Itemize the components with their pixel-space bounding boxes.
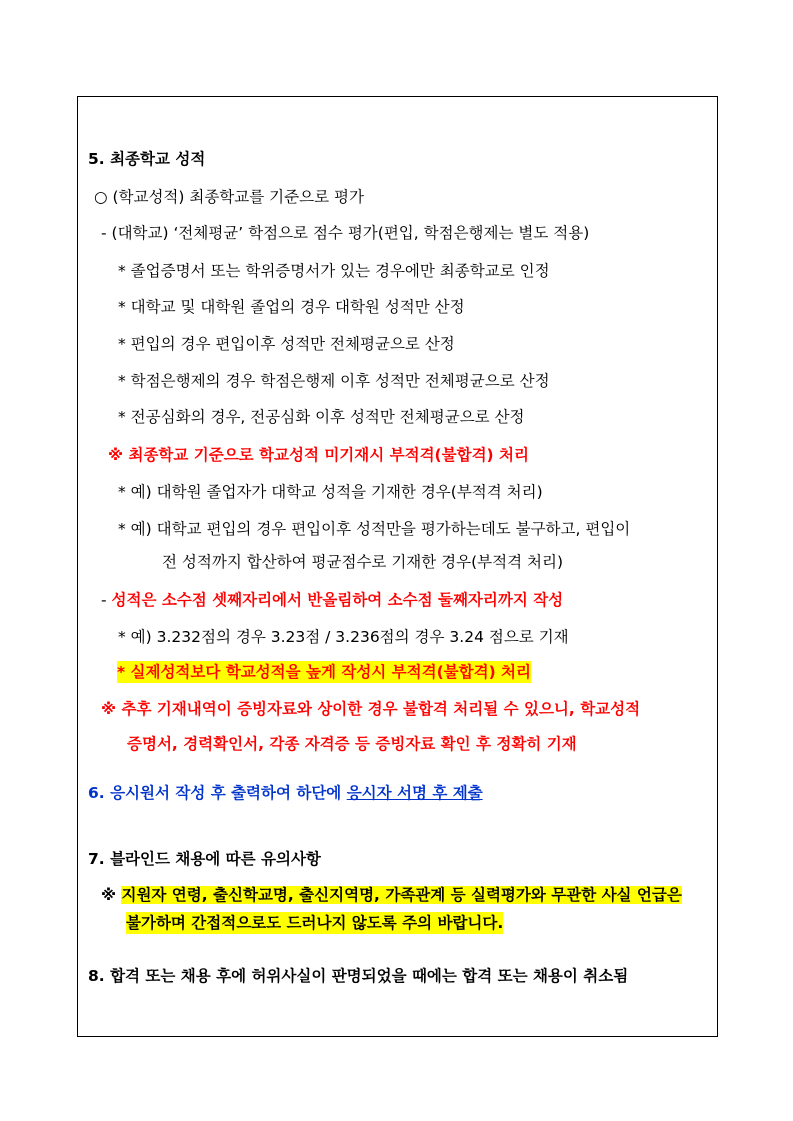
rounding-rule-text: 성적은 소수점 셋째자리에서 반올림하여 소수점 둘째자리까지 작성: [111, 591, 564, 609]
section5-verification-warning-line1: ※ 추후 기재내역이 증빙자료와 상이한 경우 불합격 처리될 수 있으니, 학교성적: [101, 700, 641, 718]
section5-note: * 편입의 경우 편입이후 성적만 전체평균으로 산정: [118, 335, 455, 353]
section7-note-line1: [101, 884, 682, 906]
section6-underlined-text: 응시자 서명 후 제출: [346, 784, 483, 802]
section5-rounding-example: * 예) 3.232점의 경우 3.23점 / 3.236점의 경우 3.24 점으로 기재: [118, 628, 569, 646]
section5-example-transfer-line2: 전 성적까지 합산하여 평균점수로 기재한 경우(부적격 처리): [162, 553, 564, 571]
section5-dash-item: - (대학교) ‘전체평균’ 학점으로 점수 평가(편입, 학점은행제는 별도 적용): [101, 224, 590, 242]
section5-highlight-warning: * 실제성적보다 학교성적을 높게 작성시 부적격(불합격) 처리: [117, 663, 532, 681]
section5-heading: 5. 최종학교 성적: [88, 150, 206, 168]
section5-example: * 예) 대학원 졸업자가 대학교 성적을 기재한 경우(부적격 처리): [118, 483, 543, 501]
dash-marker: -: [101, 591, 112, 609]
reference-mark: ※: [101, 886, 117, 904]
section5-example-transfer-line1: * 예) 대학교 편입의 경우 편입이후 성적만을 평가하는데도 불구하고, 편입이: [118, 520, 631, 538]
section6-text: 6. 응시원서 작성 후 출력하여 하단에: [88, 784, 347, 802]
section5-rounding-rule: [101, 589, 563, 611]
section6-submission: [88, 782, 483, 804]
section8-text: 8. 합격 또는 채용 후에 허위사실이 판명되었을 때에는 합격 또는 채용이 취소됨: [88, 967, 629, 985]
blind-hiring-note-text: 지원자 연령, 출신학교명, 출신지역명, 가족관계 등 실력평가와 무관한 사실 언급은: [121, 886, 682, 904]
section5-verification-warning-line2: 증명서, 경력확인서, 각종 자격증 등 증빙자료 확인 후 정확히 기재: [127, 735, 577, 753]
section7-note-line2: 불가하며 간접적으로도 드러나지 않도록 주의 바랍니다.: [126, 914, 504, 932]
section7-heading: 7. 블라인드 채용에 따른 유의사항: [88, 850, 321, 868]
section5-note: * 전공심화의 경우, 전공심화 이후 성적만 전체평균으로 산정: [118, 408, 525, 426]
section5-note: * 학점은행제의 경우 학점은행제 이후 성적만 전체평균으로 산정: [118, 372, 550, 390]
section5-note: * 대학교 및 대학원 졸업의 경우 대학원 성적만 산정: [118, 298, 465, 316]
section5-circle-item: ○ (학교성적) 최종학교를 기준으로 평가: [94, 188, 364, 206]
section5-warning-missing-grade: ※ 최종학교 기준으로 학교성적 미기재시 부적격(불합격) 처리: [108, 446, 529, 464]
section5-note: * 졸업증명서 또는 학위증명서가 있는 경우에만 최종학교로 인정: [118, 262, 550, 280]
